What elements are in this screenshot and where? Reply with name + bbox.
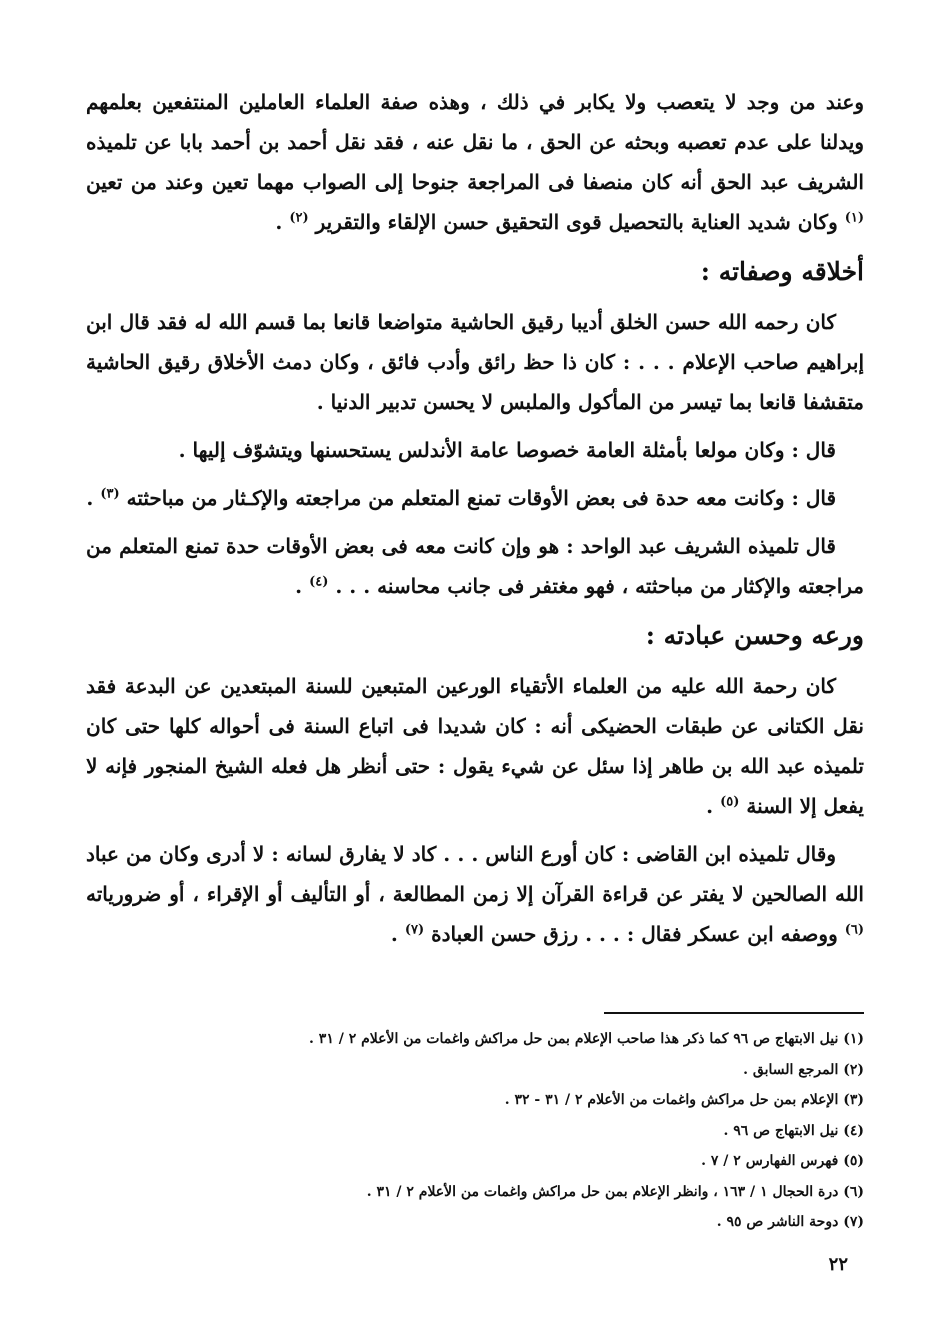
paragraph-6-text: كان رحمة الله عليه من العلماء الأتقياء الورعين المتبعين للسنة المبتعدين عن البدعة فقد نقل الكتانى عن طبقات الحضيكى أنه : كان شديدا فى اتباع السنة فى أحواله كلها حتى كان تلميذه عبد الله بن طاهر إذا سئل عن شيء يقول : حتى أنظر هل فعله الشيخ المنجور فإنه لا يفعل إلا السنة [86,674,864,818]
paragraph-1-end: . [275,210,283,234]
paragraph-7-end: . [390,922,398,946]
footnote-1: (١) نيل الابتهاج ص ٩٦ كما ذكر هذا صاحب الإعلام بمن حل مراكش واغمات من الأعلام ٢ / ٣١ . [309,1031,864,1047]
page-number: ٢٢ [828,1254,848,1275]
footnote-5: (٥) فهرس الفهارس ٢ / ٧ . [701,1153,864,1169]
heading-character: أخلاقه وصفاته : [700,257,864,286]
footnotes [86,1024,864,1238]
paragraph-6-end: . [706,794,714,818]
footnote-ref-4: (٤) [309,574,329,590]
paragraph-3 [86,430,864,470]
heading-piety: ورعه وحسن عبادته : [645,621,864,650]
footnote-ref-1: (١) [844,210,864,226]
footnote-3: (٣) الإعلام بمن حل مراكش واغمات من الأعلام ٢ / ٣١ - ٣٢ . [504,1092,864,1108]
paragraph-7-text-2: ووصفه ابن عسكر فقال : . . . رزق حسن العبادة [431,922,838,946]
paragraph-7 [86,834,864,954]
main-text [86,82,864,962]
paragraph-6 [86,666,864,826]
footnote-ref-6: (٦) [844,922,864,938]
paragraph-3-text: قال : وكان مولعا بأمثلة العامة خصوصا عامة الأندلس يستحسنها ويتشوّف إليها . [178,438,836,462]
footnote-4: (٤) نيل الابتهاج ص ٩٦ . [723,1122,864,1139]
paragraph-1-text: وعند من وجد لا يتعصب ولا يكابر في ذلك ، وهذه صفة العلماء العاملين المنتفعين بعلمهم ويدلنا على عدم تعصبه وبحثه عن الحق ، ما نقل عنه ، فقد نقل أحمد بن أحمد بابا عن تلميذه الشريف عبد الحق أنه كان منصفا فى المراجعة جنوحا إلى الصواب مهما تعين وعند من تعين [86,90,864,194]
paragraph-5-end: . [295,574,303,598]
footnote-ref-3: (٣) [100,486,120,502]
paragraph-5-text: قال تلميذه الشريف عبد الواحد : هو وإن كانت معه فى بعض الأوقات حدة تمنع المتعلم من مراجعته والإكثار من مباحثته ، فهو مغتفر فى جانب محاسنه . . . [86,534,864,598]
paragraph-2 [86,302,864,422]
paragraph-2-text: كان رحمه الله حسن الخلق أديبا رقيق الحاشية متواضعا قانعا بما قسم الله له فقد قال ابن إبراهيم صاحب الإعلام . . . : كان ذا حظ رائق وأدب فائق ، وكان دمث الأخلاق رقيق الحاشية متقشفا قانعا بما تيسر من المأكول والملبس لا يحسن تدبير الدنيا . [86,310,864,414]
paragraph-1-text-2: وكان شديد العناية بالتحصيل قوى التحقيق حسن الإلقاء والتقرير [315,210,838,234]
footnote-7: (٧) دوحة الناشر ص ٩٥ . [716,1214,864,1230]
footnote-ref-7: (٧) [404,922,425,938]
footnote-6: (٦) درة الحجال ١ / ١٦٣ ، وانظر الإعلام بمن حل مراكش واغمات من الأعلام ٢ / ٣١ . [366,1183,864,1200]
paragraph-5 [86,526,864,606]
footnote-ref-5: (٥) [720,794,740,810]
paragraph-4 [86,478,864,518]
footnote-ref-2: (٢) [289,210,309,226]
footnote-2: (٢) المرجع السابق . [743,1061,864,1078]
paragraph-4-end: . [86,486,94,510]
paragraph-4-text: قال : وكانت معه حدة فى بعض الأوقات تمنع المتعلم من مراجعته والإكـثار من مباحثته [126,486,836,510]
paragraph-1 [86,82,864,242]
footnote-divider [604,1012,864,1014]
paragraph-7-text: وقال تلميذه ابن القاضى : كان أورع الناس . . . كاد لا يفارق لسانه : لا أدرى وكان من عباد الله الصالحين لا يفتر عن قراءة القرآن إلا زمن المطالعة ، أو التأليف أو الإقراء ، أو ضرورياته [86,842,864,906]
